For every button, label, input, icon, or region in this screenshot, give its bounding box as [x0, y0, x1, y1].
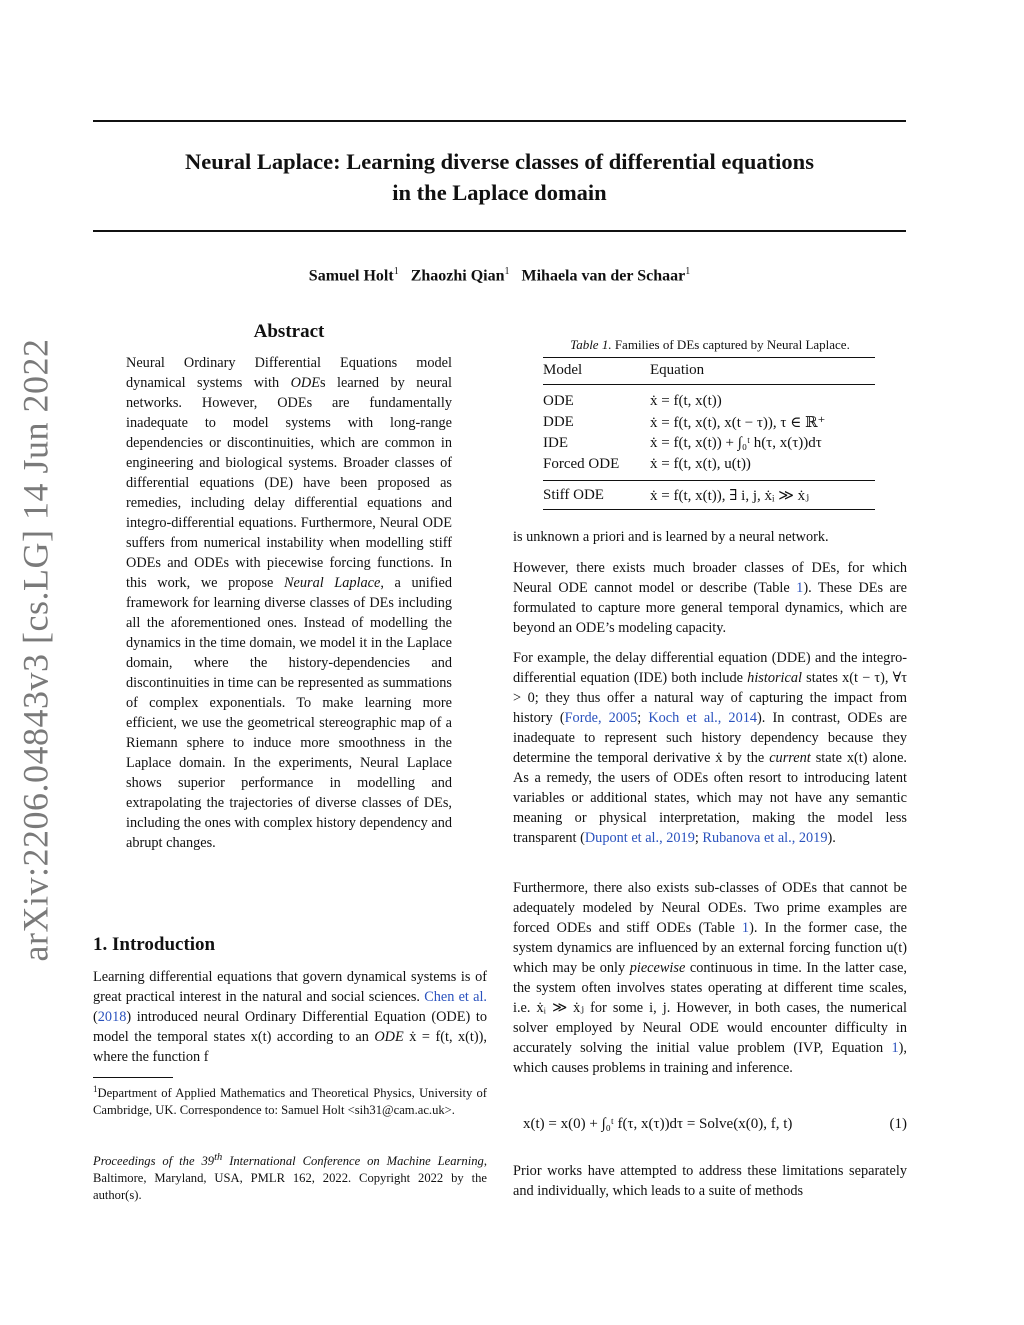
table-cell-model: Stiff ODE [543, 487, 604, 503]
table-cell-equation: ẋ = f(t, x(t)) [650, 393, 722, 409]
table-row [543, 433, 875, 454]
citation-link[interactable]: 2018 [97, 1009, 127, 1025]
table-cell-equation: ẋ = f(t, x(t)) + ∫₀ᵗ h(τ, x(τ))dτ [650, 435, 822, 451]
paragraph-text: states x(t − τ), ∀τ > 0; they thus offer a natural way of capturing the impact from history ( [513, 670, 907, 726]
abstract-body [126, 353, 452, 853]
proceedings-text: International Conference on Machine Learning [222, 1154, 484, 1169]
paragraph [513, 1161, 907, 1201]
paragraph-emphasis: piecewise [629, 960, 686, 976]
table-bottom-rule [543, 509, 875, 510]
paragraph [513, 527, 907, 547]
author-affiliation: 1 [393, 266, 399, 277]
paragraph-text: For example, the delay differential equation (DDE) and the integro-differential equation (IDE) both include [513, 650, 907, 686]
paragraph [513, 878, 907, 1078]
table-caption-text: Families of DEs captured by Neural Laplace. [611, 337, 850, 352]
paragraph-text: ), which causes problems in training and inference. [513, 1040, 907, 1076]
paragraph-text: However, there exists much broader classes of DEs, for which Neural ODE cannot model or describe (Table [513, 560, 907, 596]
equation-1 [513, 1116, 907, 1133]
table-header-rule [543, 384, 875, 385]
table-cell-equation: ẋ = f(t, x(t), u(t)) [650, 456, 751, 472]
abstract-emphasis: Neural Laplace [283, 575, 381, 591]
intro-text: Learning differential equations that govern dynamical systems is of great practical interest in the natural and social sciences. [93, 969, 487, 1005]
author-affiliation: 1 [504, 266, 510, 277]
section-heading-introduction: 1. Introduction [93, 934, 216, 955]
paragraph-text: ). In the former case, the system dynamics are influenced by an external forcing function u(t) which may be only [513, 920, 907, 976]
citation-link[interactable]: Rubanova et al., 2019 [702, 830, 828, 846]
introduction-body [93, 967, 487, 1067]
intro-emphasis: ODE [374, 1029, 404, 1045]
table-ref-link[interactable]: 1 [741, 920, 750, 936]
paragraph-text: ). These DEs are formulated to capture more general temporal dynamics, which are beyond an ODE’s modeling capacity. [513, 580, 907, 636]
equation-body: x(t) = x(0) + ∫₀ᵗ f(τ, x(τ))dτ = Solve(x(0), f, t) [523, 1116, 793, 1132]
title-bottom-rule [93, 230, 906, 232]
de-families-table [543, 357, 875, 510]
table-caption [513, 337, 907, 353]
table-header: Model [543, 362, 583, 378]
title-line-2: in the Laplace domain [392, 180, 607, 205]
table-row [543, 391, 875, 412]
paragraph: For example, the delay differential equation (DDE) and the integro-differential equation (IDE) both include historical states x(t − τ), ∀τ > 0; they thus offer a natural way of capturing the impact from history (Forde, 2005; Koch et al., 2014). In contrast, ODEs are inadequate to represent such history dependency because they determine the temporal derivative ẋ by the current state x(t) alone. As a remedy, the users of ODEs often resort to introducing latent variables or additional states, which may not have any semantic meaning or physical interpretation, making the model less transparent (Dupont et al., 2019; Rubanova et al., 2019). [513, 650, 908, 846]
paragraph-text: ). [827, 830, 836, 846]
footnote-text: Department of Applied Mathematics and Theoretical Physics, University of Cambridge, UK. Correspondence to: Samuel Holt <sih31@cam.ac.uk>. [93, 1086, 487, 1118]
intro-text: ẋ = f(t, x(t)), where the function f [93, 1029, 487, 1065]
table-row [543, 454, 875, 475]
equation-ref-link[interactable]: 1 [891, 1040, 899, 1056]
abstract-heading: Abstract [253, 321, 325, 342]
paragraph-text: continuous in time. In the latter case, the system often involves states operating at different time scales, i.e. ẋᵢ ≫ ẋⱼ for some i, j. However, in both cases, the numerical solver employed by Neural ODE would encounter difficulty in accurately solving the initial value problem (IVP, Equation [513, 960, 907, 1056]
table-cell-model: Forced ODE [543, 456, 620, 472]
table-caption-label: Table 1. [570, 337, 612, 352]
arxiv-id: arXiv:2206.04843v3 [cs.LG] 14 Jun 2022 [15, 338, 55, 962]
proceedings-text: Proceedings of the [93, 1154, 202, 1169]
footnote [93, 1081, 487, 1119]
equation-number: (1) [889, 1116, 907, 1132]
abstract-text: Neural Ordinary Differential Equations model dynamical systems with [126, 355, 452, 391]
proceedings-note [93, 1149, 487, 1204]
table-row [543, 412, 875, 433]
author-affiliation: 1 [685, 266, 691, 277]
author-name: Zhaozhi Qian [410, 267, 505, 285]
proceedings-superscript: th [214, 1152, 223, 1163]
paragraph-text: Prior works have attempted to address these limitations separately and individually, which leads to a suite of methods [513, 1163, 907, 1199]
table-header-row [543, 360, 875, 381]
table-row [543, 485, 875, 506]
footnote-rule [93, 1077, 173, 1078]
citation-link[interactable]: Koch et al., 2014 [648, 710, 758, 726]
table-cell-model: ODE [543, 393, 574, 409]
table-mid-rule [543, 480, 875, 481]
table-ref-link[interactable]: 1 [796, 580, 804, 596]
author-list [93, 266, 906, 285]
top-rule [93, 120, 906, 122]
abstract-emphasis: ODE [290, 375, 320, 391]
author-name: Mihaela van der Schaar [521, 267, 686, 285]
table-top-rule [543, 357, 875, 358]
table-cell-equation: ẋ = f(t, x(t), x(t − τ)), τ ∈ ℝ⁺ [650, 415, 826, 431]
proceedings-number: 39 [201, 1154, 215, 1169]
paragraph-emphasis: historical [747, 670, 802, 686]
citation-link[interactable]: Dupont et al., 2019 [584, 830, 695, 846]
proceedings-text: , Baltimore, Maryland, USA, PMLR 162, 2022. Copyright 2022 by the author(s). [93, 1154, 487, 1203]
paragraph-text: ). In contrast, ODEs are inadequate to represent such history dependency because they determine the temporal derivative ẋ by the [513, 710, 907, 766]
paragraph-emphasis: current [769, 750, 811, 766]
paragraph-text: Furthermore, there also exists sub-classes of ODEs that cannot be adequately modeled by Neural ODEs. Two prime examples are forced ODEs and stiff ODEs (Table [513, 880, 907, 936]
paragraph-text: state x(t) alone. As a remedy, the users of ODEs often resort to introducing latent variables or additional states, which may not have any semantic meaning or physical interpretation, making the model less transparent ( [513, 750, 908, 846]
paragraph-text: is unknown a priori and is learned by a neural network. [513, 529, 829, 545]
intro-text: ) introduced neural Ordinary Differential Equation (ODE) to model the temporal states x(t) according to an [93, 1009, 487, 1045]
intro-text: ( [93, 1009, 98, 1025]
paragraph [513, 558, 907, 638]
citation-link[interactable]: Chen et al. [424, 989, 487, 1005]
abstract-text: , a unified framework for learning diverse classes of DEs including all the aforementioned ones. Instead of modelling the dynamics in the time domain, we model it in the Laplace domain, where the history-dependencies and discontinuities in time can be represented as summations of complex exponentials. To make learning more efficient, we use the geometrical stereographic map of a Riemann sphere to induce more smoothness in the Laplace domain. In the experiments, Neural Laplace shows superior performance in modelling and extrapolating the trajectories of diverse classes of DEs, including the ones with complex history dependency and abrupt changes. [126, 575, 452, 851]
table-cell-model: DDE [543, 414, 574, 430]
arxiv-stamp [10, 338, 60, 962]
citation-link[interactable]: Forde, 2005 [564, 710, 638, 726]
author-name: Samuel Holt [308, 267, 394, 285]
table-cell-model: IDE [543, 435, 568, 451]
title-line-1: Neural Laplace: Learning diverse classes of differential equations [185, 149, 814, 174]
footnote-mark: 1 [93, 1084, 98, 1094]
table-header: Equation [650, 362, 705, 378]
paper-title [93, 146, 906, 208]
table-cell-equation: ẋ = f(t, x(t)), ∃ i, j, ẋᵢ ≫ ẋⱼ [650, 488, 810, 504]
abstract-text: s learned by neural networks. However, ODEs are fundamentally inadequate to model systems with long-range dependencies or discontinuities, which are common in engineering and biological systems. Broader classes of differential equations (DE) have been proposed as remedies, including delay differential equations and integro-differential equations. Furthermore, Neural ODE suffers from numerical instability when modelling stiff ODEs and ODEs with piecewise forcing functions. In this work, we propose [126, 375, 453, 591]
